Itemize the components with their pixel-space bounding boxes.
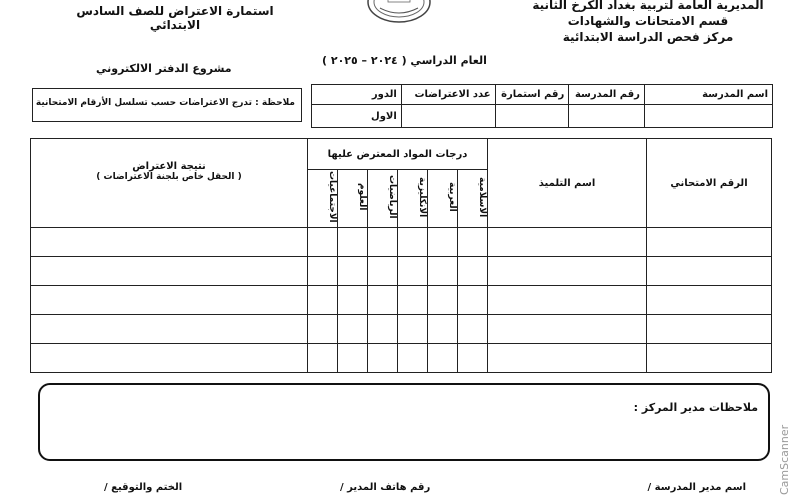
cell-grade[interactable] bbox=[368, 286, 398, 315]
stamp-signature-label: الختم والتوقيع / bbox=[104, 482, 183, 493]
info-header-round: الدور bbox=[312, 85, 402, 105]
cell-grade[interactable] bbox=[308, 228, 338, 257]
cell-grade[interactable] bbox=[428, 257, 458, 286]
cell-grade[interactable] bbox=[368, 344, 398, 373]
objections-count-field[interactable] bbox=[401, 105, 495, 128]
note-text: ملاحظة : تدرج الاعتراضات حسب تسلسل الأرقام الامتحانية bbox=[35, 98, 295, 108]
subject-english bbox=[398, 170, 428, 228]
table-row bbox=[31, 257, 772, 286]
cell-grade[interactable] bbox=[428, 344, 458, 373]
cell-grade[interactable] bbox=[398, 228, 428, 257]
cell-student-name[interactable] bbox=[488, 228, 647, 257]
col-result-title: نتيجة الاعتراض bbox=[132, 161, 206, 172]
form-number-field[interactable] bbox=[495, 105, 569, 128]
cell-grade[interactable] bbox=[338, 344, 368, 373]
subject-label: الرياضيات bbox=[387, 175, 397, 219]
cell-grade[interactable] bbox=[338, 286, 368, 315]
cell-exam-number[interactable] bbox=[647, 286, 772, 315]
col-student-name: اسم التلميذ bbox=[488, 139, 647, 228]
col-result-subtitle: ( الحقل خاص بلجنة الاعتراضات ) bbox=[96, 172, 242, 182]
col-grades-group: درجات المواد المعترض عليها bbox=[308, 139, 488, 170]
col-exam-number: الرقم الامتحاني bbox=[647, 139, 772, 228]
cell-grade[interactable] bbox=[428, 228, 458, 257]
cell-grade[interactable] bbox=[368, 315, 398, 344]
cell-grade[interactable] bbox=[368, 228, 398, 257]
org-line-2: قسم الامتحانات والشهادات bbox=[567, 14, 729, 28]
project-name: مشروع الدفتر الالكتروني bbox=[96, 62, 232, 75]
table-row bbox=[31, 228, 772, 257]
round-value: الاول bbox=[312, 105, 402, 128]
cell-grade[interactable] bbox=[398, 315, 428, 344]
table-row bbox=[31, 315, 772, 344]
subject-label: الاسلامية bbox=[477, 176, 487, 218]
subject-label: الاجتماعيات bbox=[327, 171, 337, 223]
cell-grade[interactable] bbox=[458, 228, 488, 257]
form-title: استمارة الاعتراض للصف السادس الابتدائي bbox=[76, 4, 274, 32]
cell-result[interactable] bbox=[31, 228, 308, 257]
school-name-field[interactable] bbox=[644, 105, 772, 128]
cell-exam-number[interactable] bbox=[647, 344, 772, 373]
info-header-school-name: اسم المدرسة bbox=[644, 85, 772, 105]
cell-grade[interactable] bbox=[308, 257, 338, 286]
subject-science bbox=[338, 170, 368, 228]
cell-exam-number[interactable] bbox=[647, 257, 772, 286]
cell-grade[interactable] bbox=[338, 315, 368, 344]
objections-table bbox=[30, 138, 772, 373]
cell-grade[interactable] bbox=[428, 286, 458, 315]
table-row bbox=[31, 344, 772, 373]
note-box bbox=[32, 88, 302, 122]
cell-grade[interactable] bbox=[308, 344, 338, 373]
manager-notes-label: ملاحظات مدير المركز : bbox=[633, 401, 758, 414]
info-header-school-number: رقم المدرسة bbox=[569, 85, 645, 105]
cell-grade[interactable] bbox=[398, 257, 428, 286]
subject-islamic bbox=[458, 170, 488, 228]
camscanner-watermark bbox=[770, 320, 798, 500]
cell-grade[interactable] bbox=[398, 286, 428, 315]
cell-grade[interactable] bbox=[338, 257, 368, 286]
ministry-seal-icon bbox=[366, 0, 432, 24]
subject-label: العلوم bbox=[357, 183, 367, 211]
cell-grade[interactable] bbox=[458, 344, 488, 373]
org-line-3: مركز فحص الدراسة الابتدائية bbox=[562, 30, 734, 44]
subject-math bbox=[368, 170, 398, 228]
principal-name-label: اسم مدير المدرسة / bbox=[647, 482, 746, 493]
school-number-field[interactable] bbox=[569, 105, 645, 128]
cell-student-name[interactable] bbox=[488, 257, 647, 286]
school-info-table bbox=[311, 84, 773, 128]
col-result bbox=[31, 139, 308, 228]
info-header-objections-count: عدد الاعتراضات bbox=[401, 85, 495, 105]
cell-grade[interactable] bbox=[308, 286, 338, 315]
cell-grade[interactable] bbox=[458, 286, 488, 315]
cell-grade[interactable] bbox=[308, 315, 338, 344]
cell-grade[interactable] bbox=[398, 344, 428, 373]
cell-result[interactable] bbox=[31, 257, 308, 286]
subject-arabic bbox=[428, 170, 458, 228]
manager-notes-box[interactable] bbox=[38, 383, 770, 461]
subject-label: الانكليزية bbox=[417, 176, 427, 218]
cell-student-name[interactable] bbox=[488, 315, 647, 344]
cell-grade[interactable] bbox=[458, 257, 488, 286]
cell-grade[interactable] bbox=[338, 228, 368, 257]
org-line-1: المديرية العامة لتربية بغداد الكرخ الثانية bbox=[532, 0, 764, 12]
cell-exam-number[interactable] bbox=[647, 315, 772, 344]
table-row bbox=[31, 286, 772, 315]
cell-result[interactable] bbox=[31, 344, 308, 373]
principal-phone-label: رقم هاتف المدير / bbox=[340, 482, 431, 493]
cell-student-name[interactable] bbox=[488, 286, 647, 315]
cell-grade[interactable] bbox=[428, 315, 458, 344]
organization-header bbox=[518, 0, 778, 45]
cell-grade[interactable] bbox=[368, 257, 398, 286]
cell-result[interactable] bbox=[31, 286, 308, 315]
cell-exam-number[interactable] bbox=[647, 228, 772, 257]
subject-social bbox=[308, 170, 338, 228]
cell-grade[interactable] bbox=[458, 315, 488, 344]
academic-year: العام الدراسي ( ٢٠٢٤ – ٢٠٢٥ ) bbox=[322, 54, 487, 67]
subject-label: العربية bbox=[447, 182, 457, 212]
cell-result[interactable] bbox=[31, 315, 308, 344]
cell-student-name[interactable] bbox=[488, 344, 647, 373]
svg-text:CamScanner: CamScanner bbox=[778, 424, 791, 495]
info-header-form-number: رقم استمارة bbox=[495, 85, 569, 105]
